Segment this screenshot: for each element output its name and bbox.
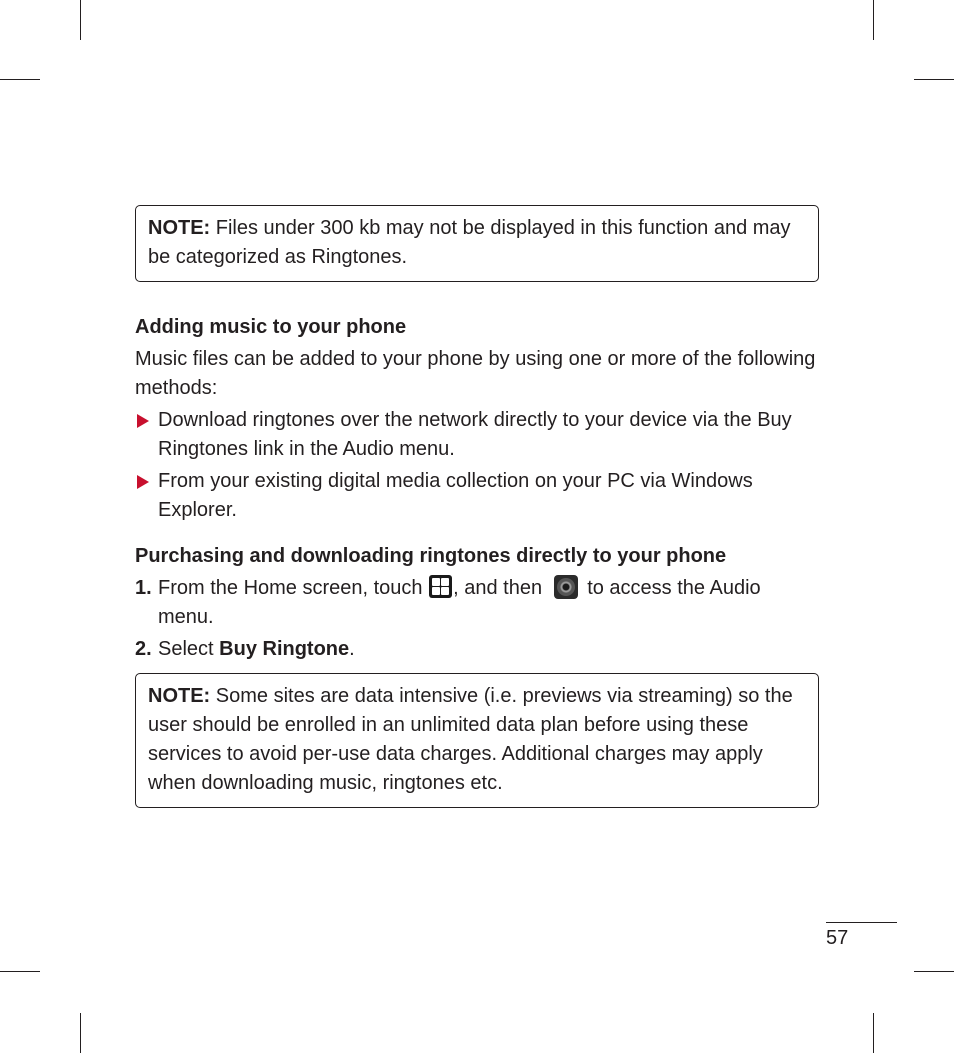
crop-mark-top-right-horizontal <box>914 79 954 80</box>
page-number-rule <box>826 922 897 923</box>
note-text: Some sites are data intensive (i.e. previews via streaming) so the user should be enrolled in an unlimited data plan before using these services to avoid per-use data charges. Additional charges may apply when downloading music, ringtones etc. <box>148 685 793 794</box>
note-box-file-size <box>135 205 819 282</box>
bullet-item <box>135 406 819 464</box>
step-text: , and then <box>453 577 548 599</box>
step-item <box>135 635 819 664</box>
step-text: to access the Audio menu. <box>158 577 761 628</box>
crop-mark-bottom-left-horizontal <box>0 971 40 972</box>
bullet-text: From your existing digital media collection on your PC via Windows Explorer. <box>158 470 753 521</box>
note-box-data-charges <box>135 673 819 808</box>
audio-speaker-icon <box>554 575 578 599</box>
step-item <box>135 574 819 632</box>
red-triangle-bullet-icon <box>137 475 149 489</box>
note-label: NOTE: <box>148 685 211 707</box>
crop-mark-bottom-left-vertical <box>80 1013 81 1053</box>
crop-mark-bottom-right-horizontal <box>914 971 954 972</box>
note-label: NOTE: <box>148 217 211 239</box>
page-content <box>135 205 819 808</box>
crop-mark-top-right-vertical <box>873 0 874 40</box>
step-bold-term: Buy Ringtone <box>219 638 350 660</box>
section-heading-purchasing: Purchasing and downloading ringtones directly to your phone <box>135 545 727 567</box>
crop-mark-bottom-right-vertical <box>873 1013 874 1053</box>
step-number: 1. <box>135 577 152 599</box>
bullet-text: Download ringtones over the network directly to your device via the Buy Ringtones link in the Audio menu. <box>158 409 792 460</box>
crop-mark-top-left-horizontal <box>0 79 40 80</box>
step-number: 2. <box>135 638 152 660</box>
step-text: Select <box>158 638 220 660</box>
apps-grid-icon <box>429 575 452 598</box>
page-number: 57 <box>826 927 849 949</box>
note-text: Files under 300 kb may not be displayed in this function and may be categorized as Ringtones. <box>148 217 791 268</box>
step-text: . <box>349 638 355 660</box>
section-intro: Music files can be added to your phone by using one or more of the following methods: <box>135 348 816 399</box>
section-heading-adding-music: Adding music to your phone <box>135 316 407 338</box>
red-triangle-bullet-icon <box>137 414 149 428</box>
step-text: From the Home screen, touch <box>158 577 429 599</box>
bullet-item <box>135 467 819 525</box>
crop-mark-top-left-vertical <box>80 0 81 40</box>
